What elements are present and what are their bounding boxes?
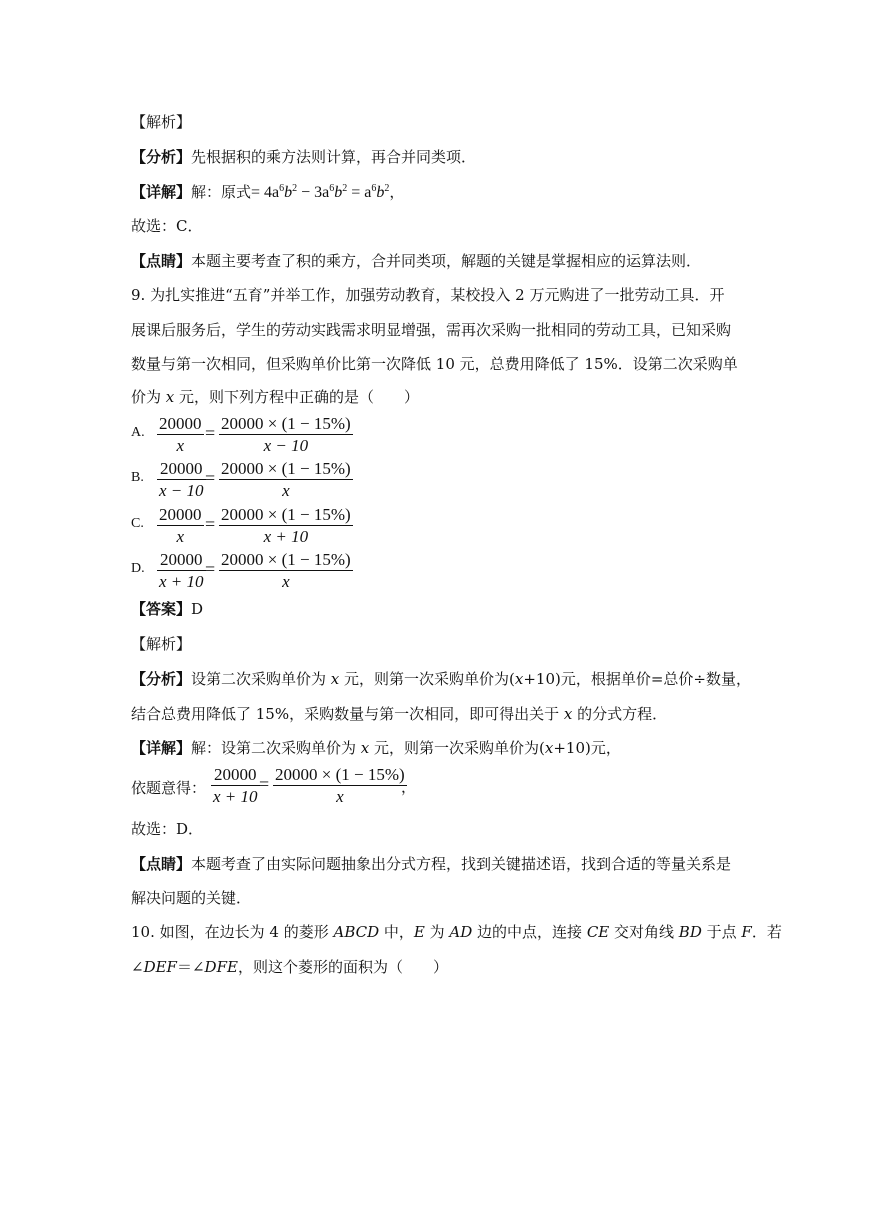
q9-dianjing-line-1: 【点睛】本题考查了由实际问题抽象出分式方程，找到关键描述语，找到合适的等量关系是 xyxy=(131,855,732,873)
dianjing-tag: 【点睛】 xyxy=(131,252,192,270)
q9-fenxi-line-1: 【分析】设第二次采购单价为 x 元，则第一次采购单价为(x+10)元，根据单价=总价÷数量， xyxy=(131,670,752,688)
q8-jiexi-heading: 【解析】 xyxy=(131,113,192,131)
q8-xiangjie: 【详解】解：原式= $4a^6b^2 - 3a^6b^2 = a^6b^2$， xyxy=(131,183,405,201)
q9-stem-line-3: 数量与第一次相同，但采购单价比第一次降低 10 元，总费用降低了 15%．设第二次采购单 xyxy=(131,355,738,373)
q9-jiexi-heading: 【解析】 xyxy=(131,635,192,653)
q9-stem-line-4: 价为 x 元，则下列方程中正确的是（ ） xyxy=(131,388,420,406)
q9-xiangjie: 【详解】解：设第二次采购单价为 x 元，则第一次采购单价为(x+10)元， xyxy=(131,739,621,757)
dianjing-text: 本题主要考查了积的乘方，合并同类项，解题的关键是掌握相应的运算法则． xyxy=(191,252,702,270)
fenxi-tag: 【分析】 xyxy=(131,148,192,166)
q9-stem-line-2: 展课后服务后，学生的劳动实践需求明显增强，需再次采购一批相同的劳动工具，已知采购 xyxy=(131,321,732,339)
q9-guxuan: 故选：D． xyxy=(131,820,204,838)
fenxi-text: 先根据积的乘方法则计算，再合并同类项． xyxy=(191,148,477,166)
q9-yiti-equation: 依题意得： $\frac{20000}{x + 10}$ = $\frac{20000 \times (1 - 15\%)}{x}$ ， xyxy=(131,765,417,806)
q8-guxuan: 故选：C． xyxy=(131,217,203,235)
q8-fenxi xyxy=(131,147,476,167)
q9-answer: 【答案】D xyxy=(131,600,204,618)
q10-stem-line-1: 10. 如图，在边长为 4 的菱形 ABCD 中，E 为 AD 边的中点，连接 CE 交对角线 BD 于点 F．若 xyxy=(131,923,782,941)
xiangjie-tag: 【详解】 xyxy=(131,183,192,201)
q9-fenxi-line-2: 结合总费用降低了 15%，采购数量与第一次相同，即可得出关于 x 的分式方程． xyxy=(131,705,668,723)
q8-expression: = $4a^6b^2 - 3a^6b^2 = a^6b^2$ xyxy=(251,183,390,201)
q9-stem-line-1: 9. 为扎实推进“五育”并举工作，加强劳动教育，某校投入 2 万元购进了一批劳动工具．开 xyxy=(131,286,725,304)
q10-stem-line-2: ∠DEF＝∠DFE，则这个菱形的面积为（ ） xyxy=(131,958,448,976)
q9-dianjing-line-2: 解决问题的关键． xyxy=(131,889,252,907)
xiangjie-pre: 解：原式 xyxy=(191,183,252,201)
q8-dianjing xyxy=(131,251,701,271)
